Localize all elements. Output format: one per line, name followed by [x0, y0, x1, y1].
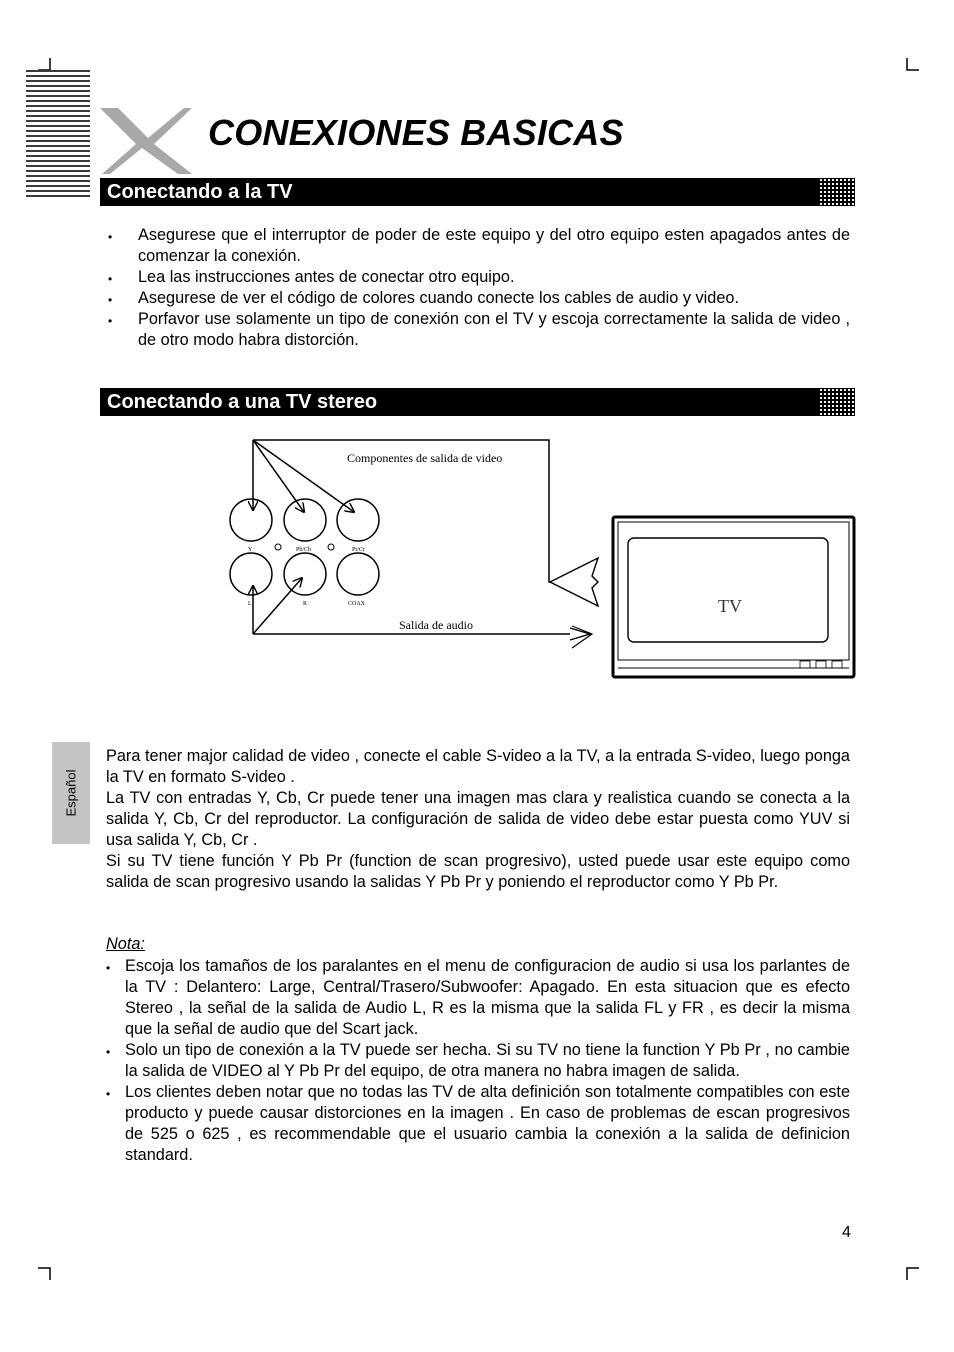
section-header-tv-stereo [100, 388, 855, 416]
arrow-r [253, 578, 302, 634]
paragraph-svideo: Para tener major calidad de video , conecte el cable S-video a la TV, a la entrada S-video, luego ponga la TV en formato S-video . [106, 747, 850, 786]
arrow-to-tv-video [550, 558, 598, 606]
jack-label: R [303, 601, 308, 607]
jack-label: L [248, 601, 252, 607]
paragraph-ycbcr: La TV con entradas Y, Cb, Cr puede tener una imagen mas clara y realistica cuando se conecta a la salida Y, Cb, Cr del reproductor. La configuración de salida de video debe estar puesta como YUV si usa salida Y, Cb, Cr . [106, 789, 850, 849]
page-number: 4 [842, 1224, 851, 1241]
paragraph-progressive: Si su TV tiene función Y Pb Pr (function de scan progresivo), usted puede usar este equipo como salida de scan progresivo usando la salidas Y Pb Pr y poniendo el reproductor como Y Pb Pr. [106, 852, 850, 891]
list-item: • Los clientes deben notar que no todas las TV de alta definición son totalmente compatibles con este producto y puede causar distorciones en la imagen . En caso de problemas de escan progresivos de 525 o 625 , es recommendable que el usuario cambia la conexión a la salida de definicion standard. [106, 1082, 850, 1166]
list-item: • Solo un tipo de conexión a la TV puede ser hecha. Si su TV no tiene la function Y Pb Pr , no cambie la salida de VIDEO al Y Pb Pr del equipo, de otra manera no habra imagen de salida. [106, 1040, 850, 1082]
brand-logo-x [96, 104, 200, 178]
instructions-list [108, 225, 850, 351]
notes-list [106, 956, 850, 1166]
page-title: CONEXIONES BASICAS [208, 112, 624, 153]
connection-diagram [220, 430, 865, 690]
jack-label: COAX [348, 601, 366, 607]
jack-coax [337, 553, 379, 595]
jack-r [284, 553, 326, 595]
tv-label: TV [718, 596, 742, 616]
jack-label: Pr/Cr [352, 547, 366, 553]
halftone-decoration [819, 178, 855, 206]
language-tab [52, 742, 90, 844]
jack-pb [284, 499, 326, 541]
logo-stripes [26, 70, 90, 200]
list-item: • Escoja los tamaños de los paralantes en el menu de configuracion de audio si usa los parlantes de la TV : Delantero: Large, Central/Trasero/Subwoofer: Apagado. En esta situacion que es efecto Stereo , la señal de la salida de Audio L, R es la misma que la salida FL y FR , es decir la misma que la señal de audio que del Scart jack. [106, 956, 850, 1040]
section-title: Conectando a una TV stereo [107, 391, 378, 413]
language-label: Español [63, 769, 79, 817]
note-label: Nota: [106, 935, 145, 953]
jack-label: Pb/Cb [296, 547, 312, 553]
list-item: • Asegurese que el interruptor de poder de este equipo y del otro equipo esten apagados antes de comenzar la conexión. [108, 225, 850, 267]
arrow-pr [253, 440, 354, 512]
list-item: • Lea las instrucciones antes de conectar otro equipo. [108, 267, 850, 288]
audio-output-label: Salida de audio [399, 618, 473, 632]
section-header-conectando-tv [100, 178, 855, 206]
list-item: • Porfavor use solamente un tipo de conexión con el TV y escoja correctamente la salida de video , de otro modo habra distorción. [108, 309, 850, 351]
jack-l [230, 553, 272, 595]
jack-label: Y [248, 547, 253, 553]
video-output-label: Componentes de salida de video [347, 451, 503, 465]
jack-pr [337, 499, 379, 541]
section-title: Conectando a la TV [107, 181, 293, 203]
jack-y [230, 499, 272, 541]
halftone-decoration [819, 388, 855, 416]
list-item: • Asegurese de ver el código de colores cuando conecte los cables de audio y video. [108, 288, 850, 309]
